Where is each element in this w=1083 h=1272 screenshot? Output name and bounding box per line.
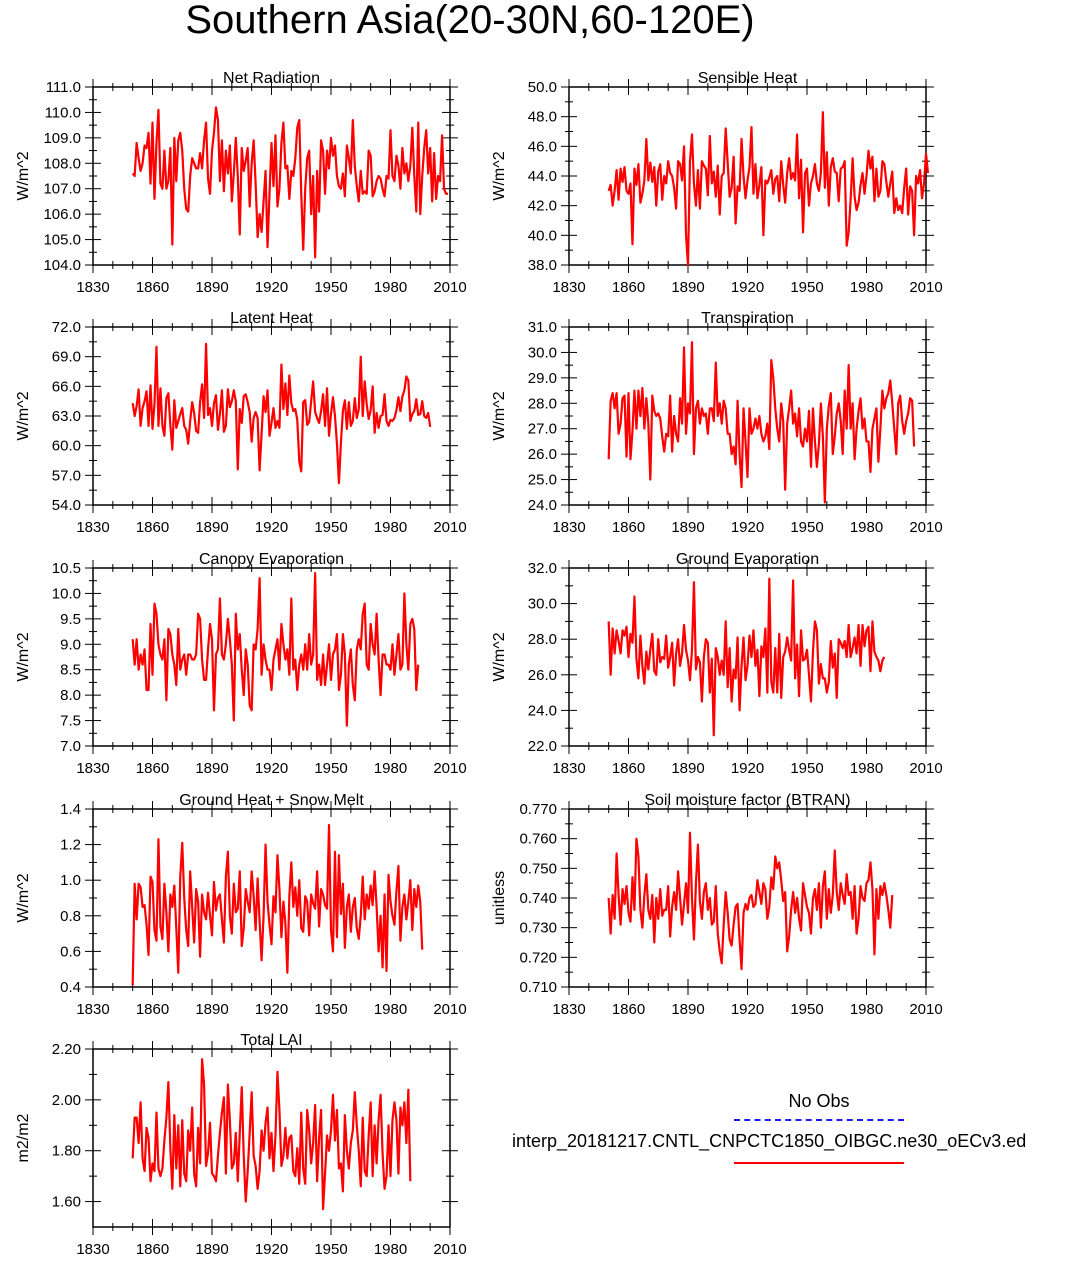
y-tick-label: 0.730 <box>519 919 557 937</box>
y-tick-label: 1.0 <box>60 872 81 890</box>
x-tick-label: 1890 <box>671 279 705 296</box>
x-tick-label: 1830 <box>76 1241 110 1258</box>
x-tick-label: 2010 <box>909 519 943 536</box>
chart-title: Transpiration <box>701 310 794 327</box>
chart-title: Sensible Heat <box>697 70 798 87</box>
x-tick-label: 1890 <box>671 760 705 777</box>
y-tick-label: 107.0 <box>43 180 81 198</box>
y-tick-label: 8.0 <box>60 687 81 705</box>
y-tick-label: 46.0 <box>527 138 557 156</box>
x-tick-label: 1920 <box>730 760 765 777</box>
x-tick-label: 1950 <box>790 519 824 536</box>
y-axis-label: W/m^2 <box>491 151 508 201</box>
y-tick-label: 0.770 <box>519 801 557 818</box>
y-axis-label: W/m^2 <box>15 391 32 441</box>
x-tick-label: 1950 <box>790 760 824 777</box>
y-tick-label: 24.0 <box>527 497 557 514</box>
y-tick-label: 0.8 <box>60 907 81 925</box>
x-tick-label: 1860 <box>611 1001 646 1018</box>
x-tick-label: 1950 <box>790 279 824 296</box>
y-tick-label: 1.80 <box>51 1142 81 1160</box>
y-tick-label: 38.0 <box>527 257 557 274</box>
plot-frame <box>93 87 450 265</box>
x-tick-label: 1920 <box>730 279 765 296</box>
x-tick-label: 1980 <box>849 519 884 536</box>
x-tick-label: 1920 <box>730 1001 765 1018</box>
series-line <box>609 833 893 969</box>
x-tick-label: 2010 <box>909 760 943 777</box>
x-tick-label: 1950 <box>314 1001 348 1018</box>
x-tick-label: 1980 <box>849 279 884 296</box>
x-tick-label: 1950 <box>314 760 348 777</box>
y-tick-label: 7.5 <box>60 712 81 730</box>
x-tick-label: 1980 <box>373 1241 408 1258</box>
y-tick-label: 42.0 <box>527 197 557 215</box>
y-tick-label: 48.0 <box>527 108 557 126</box>
y-axis-label: m2/m2 <box>15 1113 32 1163</box>
y-axis-label: W/m^2 <box>15 873 32 923</box>
y-tick-label: 28.0 <box>527 631 557 649</box>
chart-transpiration <box>489 302 946 550</box>
y-axis-label: W/m^2 <box>491 391 508 441</box>
x-tick-label: 1890 <box>195 279 229 296</box>
y-tick-label: 27.0 <box>527 420 557 438</box>
chart-title: Total LAI <box>240 1032 303 1049</box>
x-tick-label: 1950 <box>314 279 348 296</box>
y-tick-label: 32.0 <box>527 560 557 577</box>
y-tick-label: 10.5 <box>51 560 81 577</box>
y-tick-label: 110.0 <box>44 104 81 122</box>
chart-title: Latent Heat <box>230 310 313 327</box>
series-line <box>609 342 914 502</box>
plot-frame <box>569 327 926 505</box>
x-tick-label: 1920 <box>254 760 289 777</box>
x-tick-label: 1860 <box>611 279 646 296</box>
x-tick-label: 1950 <box>790 1001 824 1018</box>
x-tick-label: 1950 <box>314 1241 348 1258</box>
x-tick-label: 2010 <box>433 1241 467 1258</box>
x-tick-label: 1920 <box>254 519 289 536</box>
legend-model-label: interp_20181217.CNTL_CNPCTC1850_OIBGC.ne30_oECv3.ed <box>512 1131 1027 1151</box>
chart-title: Soil moisture factor (BTRAN) <box>644 792 851 809</box>
x-tick-label: 1890 <box>195 1241 229 1258</box>
x-tick-label: 1860 <box>611 519 646 536</box>
y-tick-label: 109.0 <box>43 129 81 147</box>
y-tick-label: 63.0 <box>51 408 81 425</box>
y-axis-label: W/m^2 <box>15 632 32 682</box>
y-tick-label: 111.0 <box>45 79 81 96</box>
y-tick-label: 10.0 <box>51 585 81 603</box>
x-tick-label: 1980 <box>373 279 408 296</box>
y-tick-label: 25.0 <box>527 471 557 489</box>
y-tick-label: 2.00 <box>51 1091 81 1109</box>
y-axis-label: W/m^2 <box>491 632 508 682</box>
y-tick-label: 30.0 <box>527 595 557 613</box>
y-tick-label: 69.0 <box>51 348 81 366</box>
chart-title: Canopy Evaporation <box>199 551 344 568</box>
y-tick-label: 30.0 <box>527 344 557 362</box>
y-tick-label: 57.0 <box>51 467 81 485</box>
y-tick-label: 8.5 <box>60 661 81 679</box>
y-tick-label: 22.0 <box>527 738 557 755</box>
y-tick-label: 1.2 <box>60 836 81 854</box>
y-tick-label: 0.740 <box>519 890 557 907</box>
y-tick-label: 40.0 <box>527 227 557 245</box>
y-tick-label: 0.6 <box>60 943 81 961</box>
series-line <box>133 344 431 483</box>
x-tick-label: 1980 <box>849 1001 884 1018</box>
series-line <box>133 825 423 985</box>
legend-obs-label: No Obs <box>788 1091 850 1111</box>
x-tick-label: 1920 <box>254 279 289 296</box>
y-tick-label: 0.4 <box>60 979 81 996</box>
x-tick-label: 2010 <box>433 760 467 777</box>
x-tick-label: 1920 <box>254 1241 289 1258</box>
y-tick-label: 29.0 <box>527 369 557 387</box>
x-tick-label: 2010 <box>433 279 467 296</box>
y-tick-label: 24.0 <box>527 702 557 720</box>
legend-model-line <box>734 1162 904 1164</box>
y-tick-label: 28.0 <box>527 395 557 413</box>
y-tick-label: 105.0 <box>43 231 81 249</box>
x-tick-label: 1830 <box>552 760 586 777</box>
x-tick-label: 1890 <box>671 1001 705 1018</box>
x-tick-label: 1980 <box>373 519 408 536</box>
x-tick-label: 1950 <box>314 519 348 536</box>
chart-ground-evaporation <box>489 543 946 791</box>
y-tick-label: 0.760 <box>519 830 557 848</box>
x-tick-label: 1830 <box>552 279 586 296</box>
legend <box>0 1085 1083 1185</box>
y-tick-label: 9.5 <box>60 610 81 628</box>
chart-title: Ground Heat + Snow Melt <box>179 792 364 809</box>
y-tick-label: 0.750 <box>519 860 557 878</box>
x-tick-label: 2010 <box>909 279 943 296</box>
x-tick-label: 1920 <box>730 519 765 536</box>
y-tick-label: 2.20 <box>51 1041 81 1058</box>
x-tick-label: 1890 <box>195 1001 229 1018</box>
x-tick-label: 1890 <box>195 760 229 777</box>
y-axis-label: W/m^2 <box>15 151 32 201</box>
page-title: Southern Asia(20-30N,60-120E) <box>185 0 755 42</box>
x-tick-label: 1830 <box>76 760 110 777</box>
y-tick-label: 1.4 <box>60 801 81 818</box>
series-line <box>133 107 448 257</box>
chart-ground-heat-snow-melt <box>13 784 470 1032</box>
legend-obs-line <box>734 1119 904 1121</box>
x-tick-label: 2010 <box>909 1001 943 1018</box>
x-tick-label: 1980 <box>849 760 884 777</box>
chart-title: Net Radiation <box>223 70 320 87</box>
x-tick-label: 1830 <box>552 1001 586 1018</box>
y-tick-label: 26.0 <box>527 446 557 464</box>
x-tick-label: 1980 <box>373 760 408 777</box>
x-tick-label: 1890 <box>671 519 705 536</box>
y-tick-label: 0.720 <box>519 949 557 967</box>
series-line <box>609 112 928 265</box>
x-tick-label: 1860 <box>135 279 170 296</box>
chart-soil-moisture-factor <box>489 784 946 1032</box>
y-tick-label: 0.710 <box>519 979 557 996</box>
y-tick-label: 104.0 <box>43 257 81 274</box>
chart-title: Ground Evaporation <box>675 551 820 568</box>
y-tick-label: 44.0 <box>527 168 557 185</box>
y-tick-label: 7.0 <box>60 738 81 755</box>
x-tick-label: 1860 <box>135 1241 170 1258</box>
x-tick-label: 1830 <box>76 279 110 296</box>
y-tick-label: 9.0 <box>60 636 81 654</box>
x-tick-label: 1830 <box>76 519 110 536</box>
x-tick-label: 1860 <box>135 519 170 536</box>
y-tick-label: 108.0 <box>43 155 81 173</box>
x-tick-label: 1890 <box>195 519 229 536</box>
x-tick-label: 1860 <box>135 1001 170 1018</box>
y-tick-label: 66.0 <box>51 378 81 396</box>
y-tick-label: 60.0 <box>51 437 81 455</box>
x-tick-label: 1980 <box>373 1001 408 1018</box>
y-tick-label: 1.60 <box>51 1193 81 1211</box>
y-tick-label: 54.0 <box>51 497 81 514</box>
x-tick-label: 1830 <box>552 519 586 536</box>
chart-canopy-evaporation <box>13 543 470 791</box>
y-tick-label: 26.0 <box>527 666 557 684</box>
x-tick-label: 1860 <box>135 760 170 777</box>
chart-net-radiation <box>13 62 470 310</box>
y-tick-label: 72.0 <box>51 319 81 336</box>
x-tick-label: 1920 <box>254 1001 289 1018</box>
chart-sensible-heat <box>489 62 946 310</box>
x-tick-label: 1830 <box>76 1001 110 1018</box>
chart-latent-heat <box>13 302 470 550</box>
x-tick-label: 2010 <box>433 1001 467 1018</box>
x-tick-label: 2010 <box>433 519 467 536</box>
y-tick-label: 31.0 <box>527 319 557 336</box>
y-tick-label: 106.0 <box>43 206 81 224</box>
y-axis-label: unitless <box>491 870 508 926</box>
y-tick-label: 50.0 <box>527 79 557 96</box>
series-line <box>133 573 419 726</box>
series-line <box>609 579 885 736</box>
x-tick-label: 1860 <box>611 760 646 777</box>
